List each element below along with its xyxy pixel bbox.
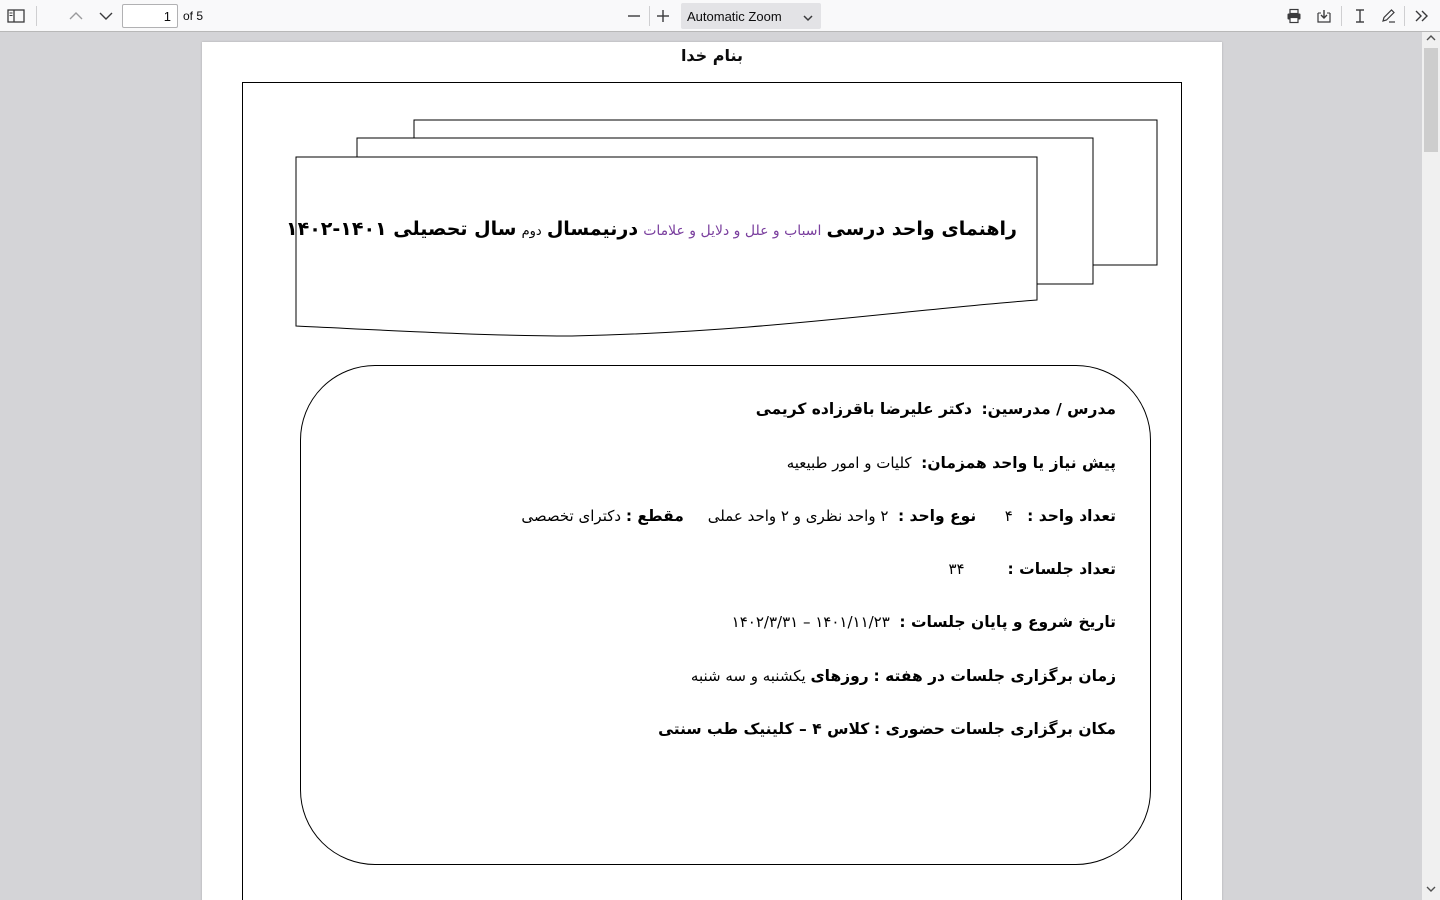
tools-menu-icon[interactable] — [1410, 4, 1434, 28]
prerequisite-value: کلیات و امور طبیعیه — [786, 454, 912, 472]
banner-scroll-shape — [202, 42, 1222, 372]
sessions-value: ۳۴ — [948, 560, 965, 578]
pdf-page — [202, 42, 1222, 900]
toolbar-separator — [649, 6, 650, 26]
page-count-label: of 5 — [183, 9, 204, 23]
prerequisite-label: پیش نیاز یا واحد همزمان: — [921, 454, 1116, 472]
weekly-time-label: زمان برگزاری جلسات در هفته : — [873, 667, 1116, 685]
location-line — [658, 720, 1116, 738]
zoom-select-value: Automatic Zoom — [687, 9, 782, 24]
previous-page-icon[interactable] — [64, 4, 88, 28]
bismillah-heading: بنام خدا — [680, 46, 744, 65]
prerequisite-line — [787, 454, 1116, 472]
location-value: کلاس ۴ – کلینیک طب سنتی — [658, 720, 870, 738]
dates-value: ۱۴۰۱/۱۱/۲۳ – ۱۴۰۲/۳/۳۱ — [731, 613, 890, 631]
units-value: ۴ — [1004, 507, 1013, 525]
scroll-up-icon[interactable] — [1425, 34, 1437, 46]
weekly-time-value: یکشنبه و سه شنبه — [690, 667, 806, 685]
weekly-time-days-label: روزهای — [810, 667, 869, 685]
sessions-line — [949, 560, 1117, 578]
next-page-icon[interactable] — [94, 4, 118, 28]
document-viewer[interactable] — [0, 32, 1422, 900]
vertical-scrollbar[interactable] — [1422, 32, 1440, 900]
scroll-thumb[interactable] — [1424, 48, 1438, 152]
course-name: اسباب و علل و دلایل و علامات — [643, 223, 822, 239]
units-line — [521, 507, 1116, 525]
units-label: تعداد واحد : — [1027, 507, 1116, 525]
level-label: مقطع : — [625, 507, 684, 525]
dates-line — [732, 613, 1116, 631]
banner-title-part: راهنمای واحد درسی — [826, 218, 1017, 240]
print-icon[interactable] — [1282, 4, 1306, 28]
instructor-line — [756, 400, 1116, 418]
unit-type-value: ۲ واحد نظری و ۲ واحد عملی — [707, 507, 889, 525]
toolbar-separator — [1341, 6, 1342, 26]
course-guide-title — [286, 218, 1017, 240]
banner-title-part: دوم — [521, 224, 542, 239]
unit-type-label: نوع واحد : — [897, 507, 977, 525]
text-cursor-icon[interactable] — [1348, 4, 1372, 28]
pdf-toolbar — [0, 0, 1440, 32]
level-value: دکترای تخصصی — [521, 507, 622, 525]
sessions-label: تعداد جلسات : — [1007, 560, 1116, 578]
zoom-out-icon[interactable] — [622, 4, 646, 28]
page-number-input[interactable] — [122, 4, 178, 28]
toolbar-separator — [36, 6, 37, 26]
save-icon[interactable] — [1312, 4, 1336, 28]
sidebar-toggle-icon[interactable] — [4, 4, 28, 28]
scroll-down-icon[interactable] — [1425, 885, 1437, 897]
zoom-select[interactable] — [681, 3, 821, 29]
instructor-value: دکتر علیرضا باقرزاده کریمی — [755, 400, 972, 418]
instructor-label: مدرس / مدرسین: — [981, 400, 1116, 418]
chevron-down-icon — [803, 10, 813, 25]
location-label: مکان برگزاری جلسات حضوری : — [874, 720, 1116, 738]
draw-icon[interactable] — [1376, 4, 1400, 28]
academic-year: سال تحصیلی ۱۴۰۱-۱۴۰۲ — [286, 218, 517, 240]
dates-label: تاریخ شروع و پایان جلسات : — [899, 613, 1116, 631]
zoom-in-icon[interactable] — [651, 4, 675, 28]
banner-title-part: درنیمسال — [546, 218, 639, 240]
weekly-time-line — [691, 667, 1116, 685]
toolbar-separator — [1404, 6, 1405, 26]
